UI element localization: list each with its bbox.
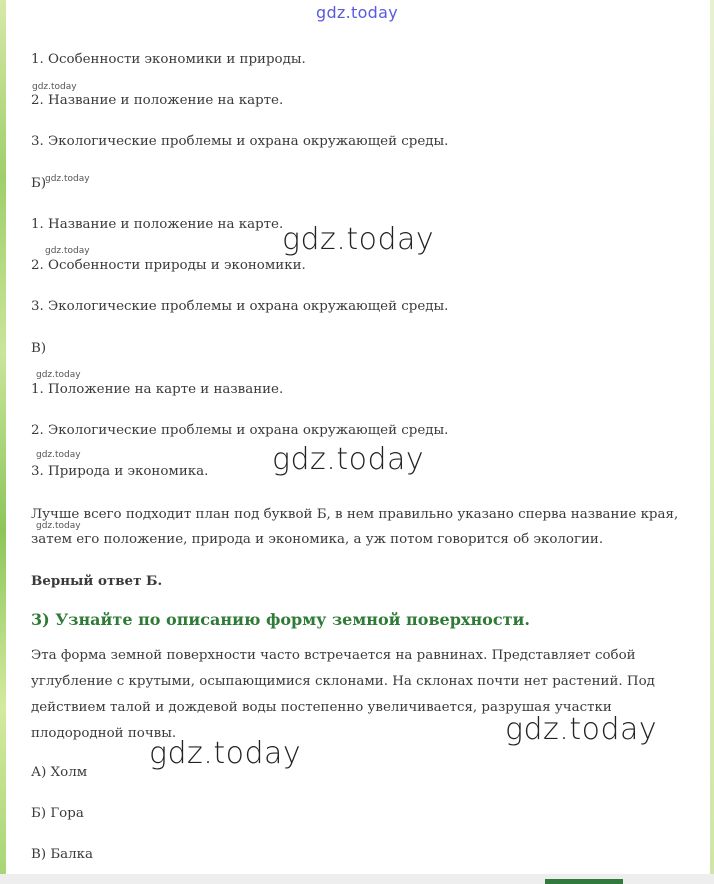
plan-b-item-1: 1. Название и положение на карте. <box>31 217 284 232</box>
question-3-heading: 3) Узнайте по описанию форму земной поверхности. <box>31 610 530 629</box>
plan-b-item-2: 2. Особенности природы и экономики. <box>31 258 306 273</box>
small-watermark: gdz.today <box>45 174 90 184</box>
plan-a-item-2: 2. Название и положение на карте. <box>31 93 284 108</box>
small-watermark: gdz.today <box>32 82 77 92</box>
small-watermark: gdz.today <box>36 521 81 531</box>
small-watermark: gdz.today <box>36 370 81 380</box>
plan-c-item-1: 1. Положение на карте и название. <box>31 382 284 397</box>
explanation-line-1: Лучше всего подходит план под буквой Б, в нем правильно указано сперва название края, <box>31 507 679 522</box>
large-watermark: gdz.today <box>149 736 302 771</box>
answer-option-b: Б) Гора <box>31 806 84 821</box>
plan-a-item-1: 1. Особенности экономики и природы. <box>31 52 306 67</box>
plan-b-label: Б) <box>31 176 47 191</box>
large-watermark: gdz.today <box>272 442 425 477</box>
question-3-description: Эта форма земной поверхности часто встречается на равнинах. Представляет собой углубление с крутыми, осыпающимися склонами. На склонах почти нет растений. Под действием талой и дождевой воды постепенно увеличивается, разрушая участки плодородной почвы. <box>31 648 655 741</box>
plan-b-item-3: 3. Экологические проблемы и охрана окружающей среды. <box>31 299 449 314</box>
right-decor-strip <box>710 0 714 884</box>
large-watermark: gdz.today <box>282 222 435 257</box>
plan-c-item-3: 3. Природа и экономика. <box>31 464 209 479</box>
correct-answer: Верный ответ Б. <box>31 573 163 589</box>
answer-option-a: А) Холм <box>31 765 88 780</box>
explanation-line-2: затем его положение, природа и экономика, а уж потом говорится об экологии. <box>31 532 604 547</box>
plan-c-item-2: 2. Экологические проблемы и охрана окружающей среды. <box>31 423 449 438</box>
small-watermark: gdz.today <box>45 246 90 256</box>
small-watermark: gdz.today <box>36 450 81 460</box>
large-watermark: gdz.today <box>505 712 658 747</box>
plan-a-item-3: 3. Экологические проблемы и охрана окружающей среды. <box>31 134 449 149</box>
bottom-green-tab[interactable] <box>545 879 623 884</box>
answer-option-c: В) Балка <box>31 847 94 862</box>
left-decor-strip <box>0 0 6 884</box>
plan-c-label: В) <box>31 341 47 356</box>
top-watermark: gdz.today <box>316 3 398 22</box>
